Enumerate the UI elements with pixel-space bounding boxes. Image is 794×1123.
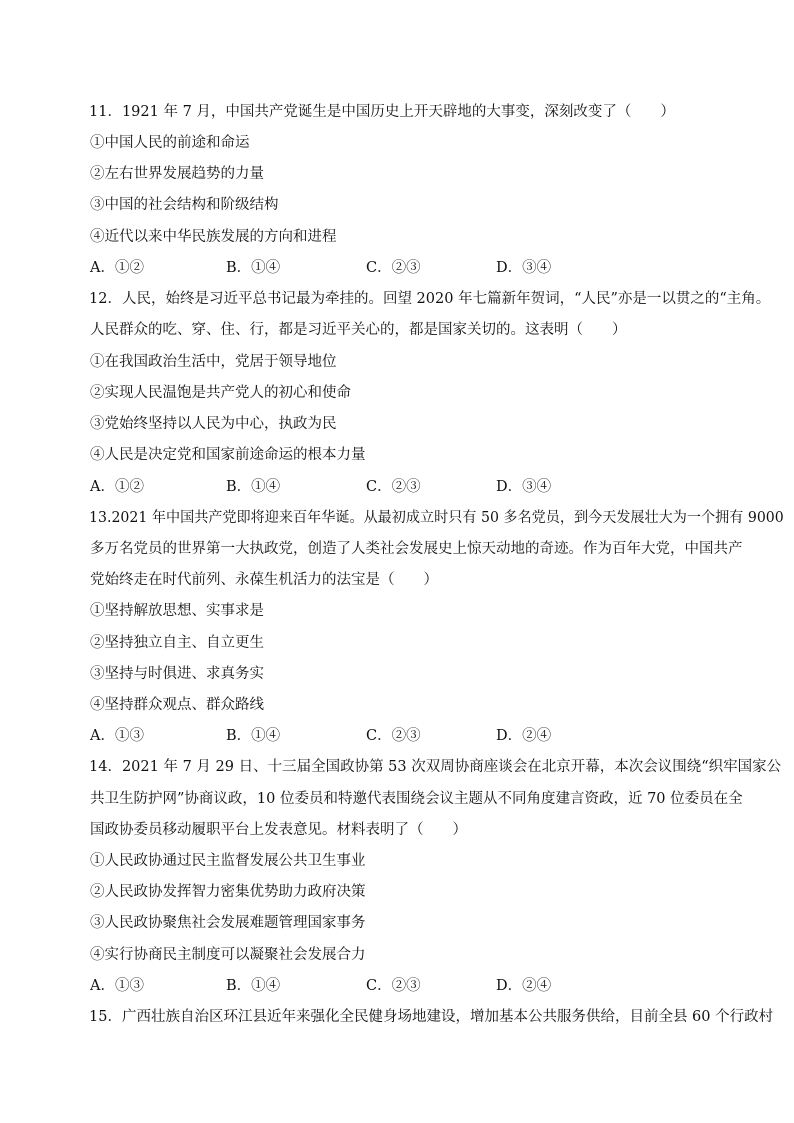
statement-option: ④近代以来中华民族发展的方向和进程 xyxy=(90,229,337,245)
choice-c: C．②③ xyxy=(366,728,421,744)
statement-option: ④人民是决定党和国家前途命运的根本力量 xyxy=(90,447,366,463)
choice-a: A．①③ xyxy=(90,978,144,994)
statement-option: ③中国的社会结构和阶级结构 xyxy=(90,197,279,213)
choice-d: D．②④ xyxy=(496,728,552,744)
statement-option: ②人民政协发挥智力密集优势助力政府决策 xyxy=(90,884,366,900)
statement-option: ④实行协商民主制度可以凝聚社会发展合力 xyxy=(90,947,366,963)
choice-c: C．②③ xyxy=(366,978,421,994)
question-stem: 11．1921 年 7 月，中国共产党诞生是中国历史上开天辟地的大事变，深刻改变了（ ） xyxy=(89,104,675,120)
answer-choices xyxy=(90,477,610,497)
choice-b: B．①④ xyxy=(226,260,281,276)
statement-option: ①坚持解放思想、实事求是 xyxy=(90,603,264,619)
question-stem: 13.2021 年中国共产党即将迎来百年华诞。从最初成立时只有 50 多名党员，到今天发展壮大为一个拥有 9000 xyxy=(89,510,784,526)
question-stem: 14．2021 年 7 月 29 日、十三届全国政协第 53 次双周协商座谈会在北京开幕，本次会议围绕“织牢国家公 xyxy=(89,759,782,775)
question-stem: 共卫生防护网”协商议政，10 位委员和特邀代表围绕会议主题从不同角度建言资政，近 70 位委员在全 xyxy=(90,791,743,807)
question-stem: 多万名党员的世界第一大执政党，创造了人类社会发展史上惊天动地的奇迹。作为百年大党，中国共产 xyxy=(90,541,743,557)
question-stem: 15．广西壮族自治区环江县近年来强化全民健身场地建设，增加基本公共服务供给，目前全县 60 个行政村 xyxy=(89,1009,774,1025)
choice-a: A．①② xyxy=(90,260,144,276)
choice-a: A．①③ xyxy=(90,728,144,744)
choice-b: B．①④ xyxy=(226,728,281,744)
question-stem: 人民群众的吃、穿、住、行，都是习近平关心的，都是国家关切的。这表明（ ） xyxy=(90,322,627,338)
statement-option: ①中国人民的前途和命运 xyxy=(90,135,250,151)
choice-d: D．③④ xyxy=(496,479,552,495)
choice-d: D．②④ xyxy=(496,978,552,994)
statement-option: ②实现人民温饱是共产党人的初心和使命 xyxy=(90,385,351,401)
statement-option: ③坚持与时俱进、求真务实 xyxy=(90,666,264,682)
answer-choices xyxy=(90,258,610,278)
statement-option: ①人民政协通过民主监督发展公共卫生事业 xyxy=(90,853,366,869)
choice-d: D．③④ xyxy=(496,260,552,276)
question-stem: 国政协委员移动履职平台上发表意见。材料表明了（ ） xyxy=(90,822,467,838)
answer-choices xyxy=(90,976,610,996)
answer-choices xyxy=(90,726,610,746)
choice-c: C．②③ xyxy=(366,479,421,495)
statement-option: ③人民政协聚焦社会发展难题管理国家事务 xyxy=(90,915,366,931)
statement-option: ②坚持独立自主、自立更生 xyxy=(90,635,264,651)
statement-option: ①在我国政治生活中，党居于领导地位 xyxy=(90,354,337,370)
question-stem: 党始终走在时代前列、永葆生机活力的法宝是（ ） xyxy=(90,572,438,588)
statement-option: ④坚持群众观点、群众路线 xyxy=(90,697,264,713)
choice-a: A．①② xyxy=(90,479,144,495)
question-stem: 12．人民，始终是习近平总书记最为牵挂的。回望 2020 年七篇新年贺词，“人民”亦是一以贯之的“主角。 xyxy=(89,291,771,307)
choice-b: B．①④ xyxy=(226,479,281,495)
choice-c: C．②③ xyxy=(366,260,421,276)
statement-option: ②左右世界发展趋势的力量 xyxy=(90,166,264,182)
choice-b: B．①④ xyxy=(226,978,281,994)
statement-option: ③党始终坚持以人民为中心，执政为民 xyxy=(90,416,337,432)
